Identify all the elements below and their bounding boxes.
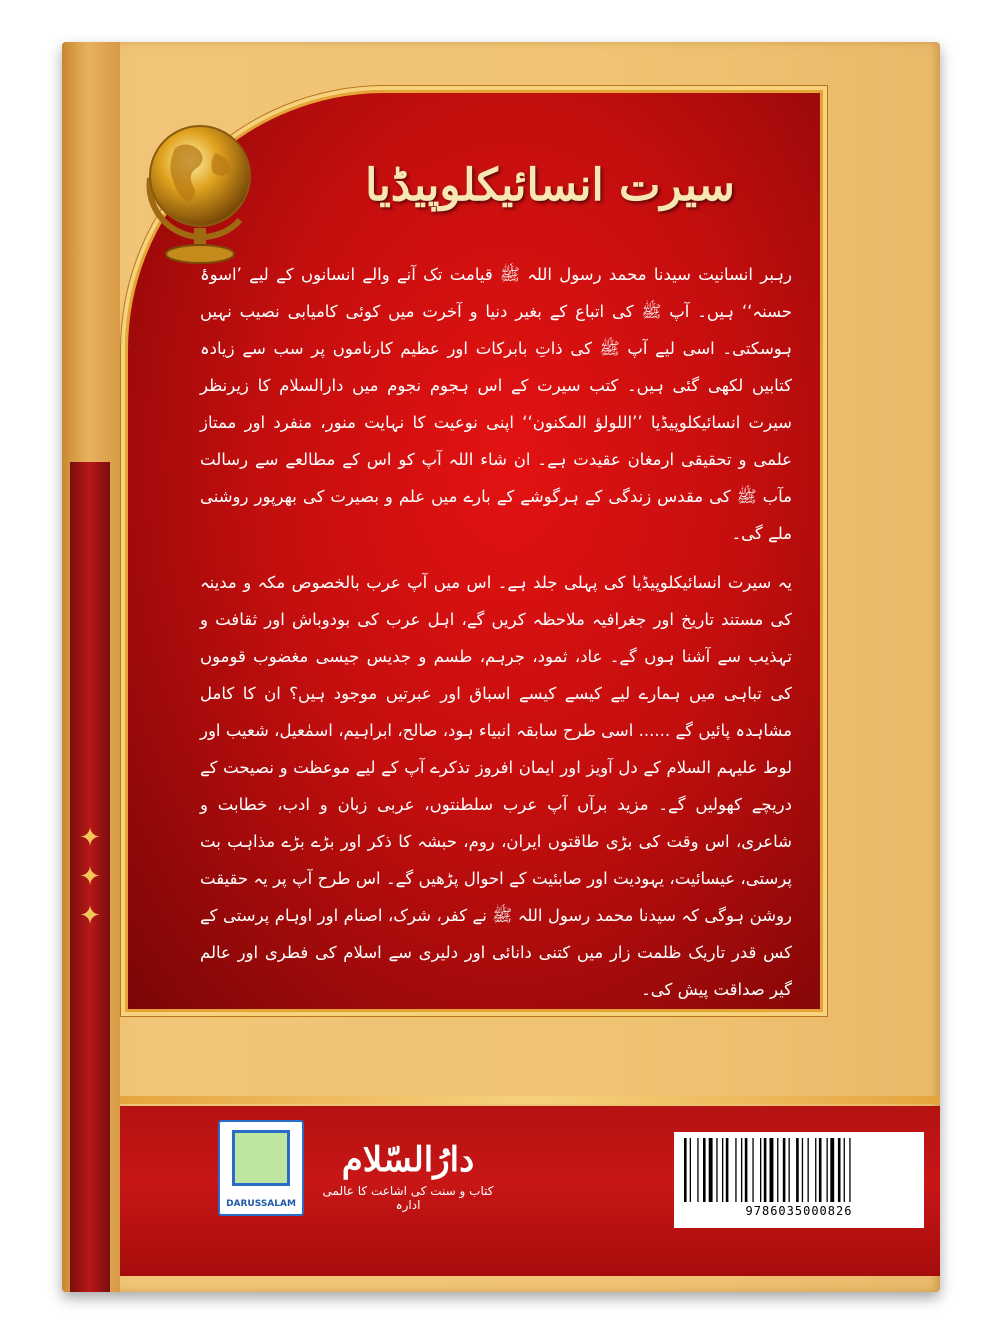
barcode-bar xyxy=(752,1138,753,1202)
barcode-bars xyxy=(682,1138,916,1202)
barcode-bar xyxy=(802,1138,803,1202)
barcode-bar xyxy=(808,1138,809,1202)
barcode-bar xyxy=(819,1138,822,1202)
barcode-bar xyxy=(760,1138,761,1202)
barcode-bar xyxy=(844,1138,845,1202)
barcode-bar xyxy=(697,1138,698,1202)
cover-title: سیرت انسائیکلوپیڈیا xyxy=(365,160,735,211)
publisher-logo-text: DARUSSALAM xyxy=(226,1199,296,1209)
barcode-bar xyxy=(838,1138,841,1202)
publisher-name: دارُالسّلام xyxy=(341,1140,475,1180)
barcode-bar xyxy=(684,1138,687,1202)
barcode-bar xyxy=(830,1138,834,1202)
barcode-bar xyxy=(726,1138,729,1202)
publisher-brand xyxy=(318,1140,498,1212)
barcode-bar xyxy=(770,1138,774,1202)
barcode-bar xyxy=(789,1138,790,1202)
barcode-bar xyxy=(849,1138,850,1202)
cover-description xyxy=(200,256,792,1020)
isbn-barcode xyxy=(674,1132,924,1228)
description-paragraph-2: یہ سیرت انسائیکلوپیڈیا کی پہلی جلد ہے۔ اس میں آپ عرب بالخصوص مکہ و مدینہ کی مستند تاریخ اور جغرافیہ ملاحظہ کریں گے، اہل عرب کی بودوباش اور ثقافت و تہذیب سے آشنا ہوں گے۔ عاد، ثمود، جرہم، طسم و جدیس جیسی مغضوب قوموں کی تباہی میں ہمارے لیے کیسے کیسے اسباق اور عبرتیں موجود ہیں؟ ان کا کامل مشاہدہ پائیں گے ...... اسی طرح سابقہ انبیاء ہود، صالح، ابراہیم، اسمٰعیل، شعیب اور لوط علیہم السلام کے دل آویز اور ایمان افروز تذکرے آپ کے لیے موعظت و نصیحت کے دریچے کھولیں گے۔ مزید برآں آپ عرب سلطنتوں، عربی زبان و ادب، خطابت و شاعری، اس وقت کی بڑی طاقتوں ایران، روم، حبشہ کا ذکر اور بڑے بڑے مذاہب بت پرستی، عیسائیت، یہودیت اور صابئیت کے احوال پڑھیں گے۔ اس طرح آپ پر یہ حقیقت روشن ہوگی کہ سیدنا محمد رسول اللہ ﷺ نے کفر، شرک، اصنام اور اوہام پرستی کے کس قدر تاریک ظلمت زار میں کتنی دانائی اور دلیری سے اسلام کی فطری اور عالم گیر صداقت پیش کی۔ xyxy=(200,573,792,999)
barcode-bar xyxy=(741,1138,742,1202)
barcode-bar xyxy=(777,1138,778,1202)
barcode-bar xyxy=(827,1138,828,1202)
footer-gold-line xyxy=(120,1096,940,1104)
barcode-bar xyxy=(709,1138,713,1202)
barcode-bar xyxy=(690,1138,691,1202)
isbn-number: 9786035000826 xyxy=(745,1204,853,1218)
publisher-logo xyxy=(218,1120,304,1216)
barcode-bar xyxy=(703,1138,706,1202)
barcode-bar xyxy=(716,1138,717,1202)
barcode-bar xyxy=(735,1138,736,1202)
barcode-bar xyxy=(764,1138,767,1202)
barcode-bar xyxy=(815,1138,816,1202)
barcode-bar xyxy=(722,1138,723,1202)
barcode-bar xyxy=(796,1138,799,1202)
publisher-tagline: کتاب و سنت کی اشاعت کا عالمی ادارہ xyxy=(322,1184,494,1212)
barcode-bar xyxy=(783,1138,786,1202)
spine-title-graphic: ✦ ✦ ✦ xyxy=(75,822,105,932)
book-spine xyxy=(62,42,120,1292)
description-paragraph-1: رہبر انسانیت سیدنا محمد رسول اللہ ﷺ قیامت تک آنے والے انسانوں کے لیے ’اسوۂ حسنہ‘‘ ہیں۔ آپ ﷺ کی اتباع کے بغیر دنیا و آخرت میں کوئی کامیابی نصیب نہیں ہوسکتی۔ اسی لیے آپ ﷺ کی ذاتِ بابرکات اور عظیم کارناموں پر سب سے زیادہ کتابیں لکھی گئی ہیں۔ کتب سیرت کے اس ہجوم نجوم میں دارالسلام کا زیرنظر سیرت انسائیکلوپیڈیا ’’اللولؤ المکنون‘‘ اپنی نوعیت کا نہایت منور، منفرد اور ممتاز علمی و تحقیقی ارمغان عقیدت ہے۔ ان شاء اللہ آپ کو اس کے مطالعے سے رسالت مآب ﷺ کی مقدس زندگی کے ہرگوشے کے بارے میں علم و بصیرت کی بھرپور روشنی ملے گی۔ xyxy=(200,265,792,543)
barcode-bar xyxy=(745,1138,748,1202)
book-emblem-icon xyxy=(232,1130,290,1186)
globe-icon xyxy=(130,108,270,268)
